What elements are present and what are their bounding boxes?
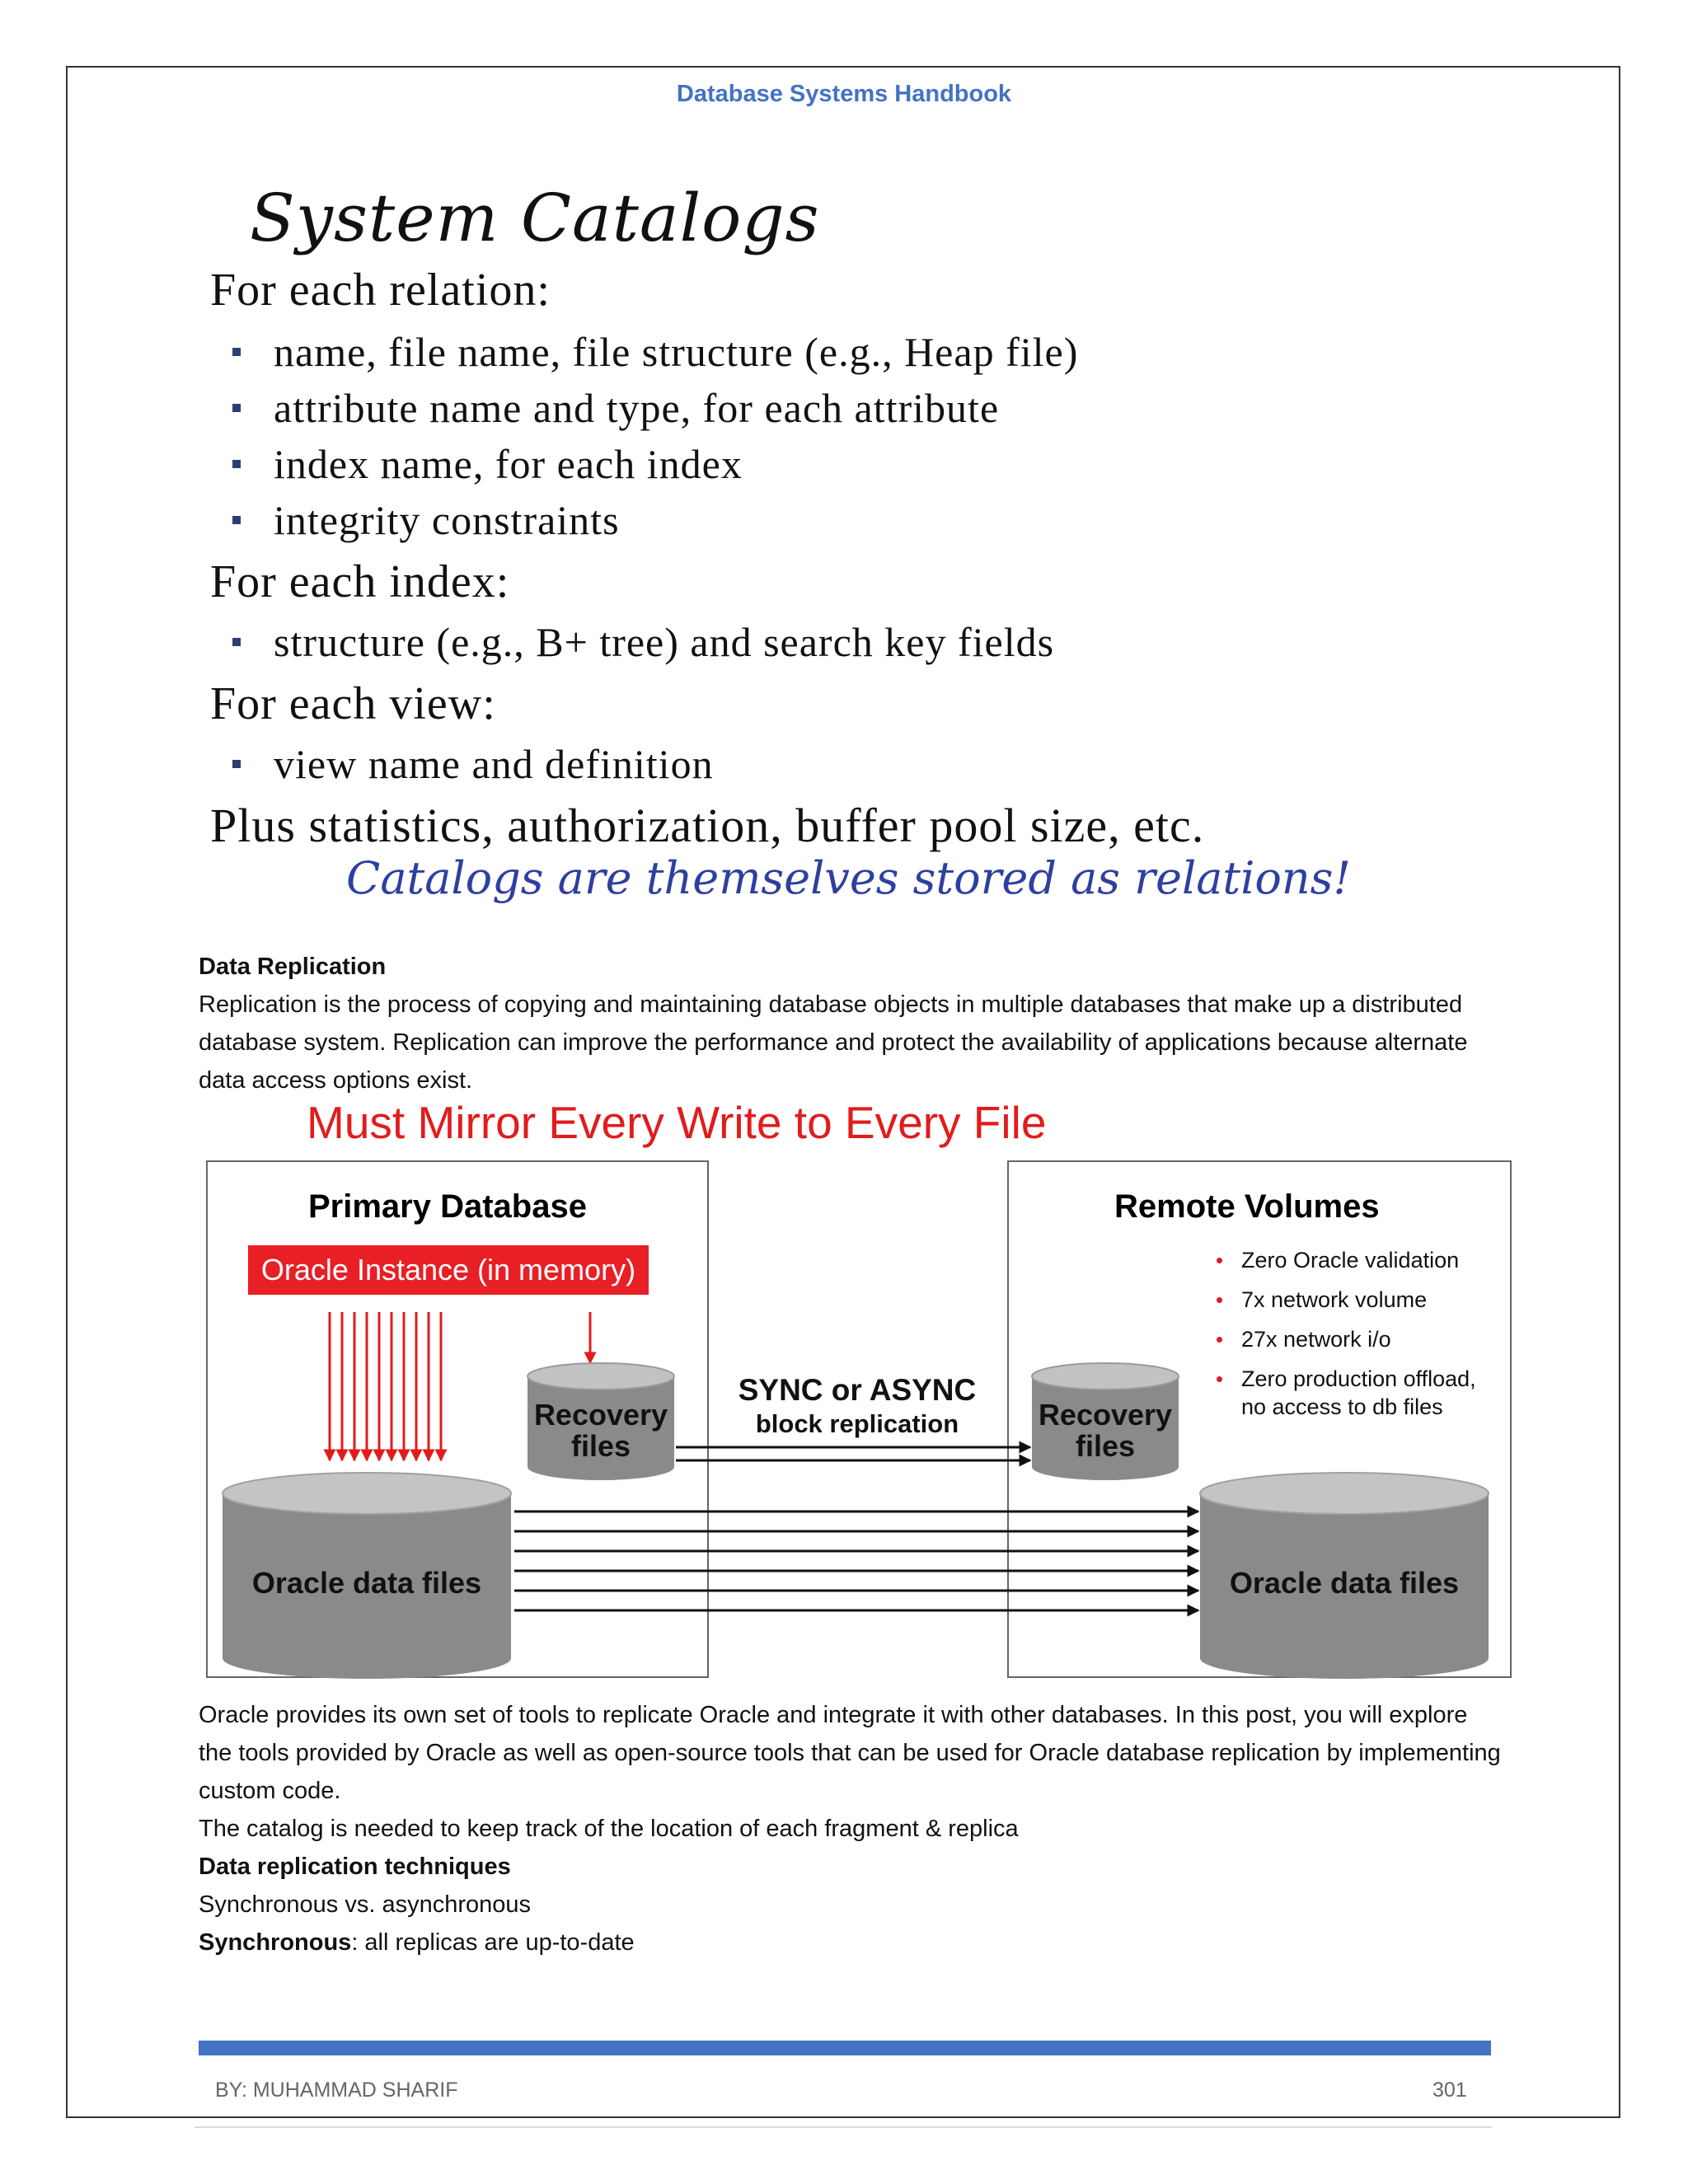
view-item: view name and definition <box>232 740 714 788</box>
remote-data-files-label: Oracle data files <box>1229 1566 1460 1600</box>
remote-recovery-label: Recovery files <box>1038 1398 1173 1463</box>
relation-item: integrity constraints <box>232 496 620 544</box>
index-heading: For each index: <box>210 556 510 607</box>
remote-bullet: 27x network i/o <box>1217 1325 1489 1353</box>
primary-data-files-label: Oracle data files <box>251 1566 482 1600</box>
catalog-fragment-line: The catalog is needed to keep track of the location of each fragment & replica <box>199 1816 1019 1842</box>
synchronous-definition: Synchronous: all replicas are up-to-date <box>199 1929 635 1956</box>
relation-item: attribute name and type, for each attribute <box>232 384 999 432</box>
oracle-tools-paragraph: Oracle provides its own set of tools to replicate Oracle and integrate it with other databases. In this post, you will explore the tools provided by Oracle as well as open-source tools that can be used for Oracle database replication by implementing custom code. <box>199 1702 1501 1804</box>
index-item: structure (e.g., B+ tree) and search key fields <box>232 618 1054 666</box>
section-heading-techniques: Data replication techniques <box>199 1854 511 1880</box>
catalog-slide-title: System Catalogs <box>250 180 820 256</box>
relation-item: name, file name, file structure (e.g., Heap file) <box>232 328 1078 376</box>
remote-bullet: Zero production offload, no access to db files <box>1217 1365 1489 1421</box>
catalog-note: Catalogs are themselves stored as relations! <box>346 852 1352 904</box>
diagram-title: Must Mirror Every Write to Every File <box>307 1097 1047 1148</box>
data-replication-paragraph: Replication is the process of copying and maintaining database objects in multiple databases that make up a distributed database system. Replication can improve the performance and protect the availability of applications because alternate data access options exist. <box>199 991 1468 1094</box>
footer-author: BY: MUHAMMAD SHARIF <box>215 2079 458 2102</box>
remote-bullet: Zero Oracle validation <box>1217 1246 1489 1274</box>
sync-async-label: SYNC or ASYNC block replication <box>738 1373 977 1438</box>
remote-volumes-title: Remote Volumes <box>1114 1188 1380 1225</box>
bottom-divider <box>195 2126 1492 2128</box>
sync-vs-async-line: Synchronous vs. asynchronous <box>199 1891 531 1918</box>
data-replication-arrows <box>514 1511 1198 1610</box>
footer-page-number: 301 <box>1432 2079 1467 2102</box>
relation-heading: For each relation: <box>210 265 551 316</box>
primary-recovery-label: Recovery files <box>533 1398 668 1463</box>
page-header-title: Database Systems Handbook <box>676 81 1012 107</box>
section-heading-data-replication: Data Replication <box>199 954 387 980</box>
primary-database-title: Primary Database <box>308 1188 587 1225</box>
relation-item: index name, for each index <box>232 440 743 488</box>
remote-bullet: 7x network volume <box>1217 1286 1489 1314</box>
view-heading: For each view: <box>210 678 496 729</box>
footer-bar <box>199 2041 1491 2055</box>
oracle-instance-label: Oracle Instance (in memory) <box>248 1245 649 1295</box>
remote-volumes-bullets <box>1217 1246 1489 1432</box>
recovery-replication-arrows <box>676 1447 1030 1460</box>
catalog-plus-line: Plus statistics, authorization, buffer pool size, etc. <box>210 799 1205 852</box>
